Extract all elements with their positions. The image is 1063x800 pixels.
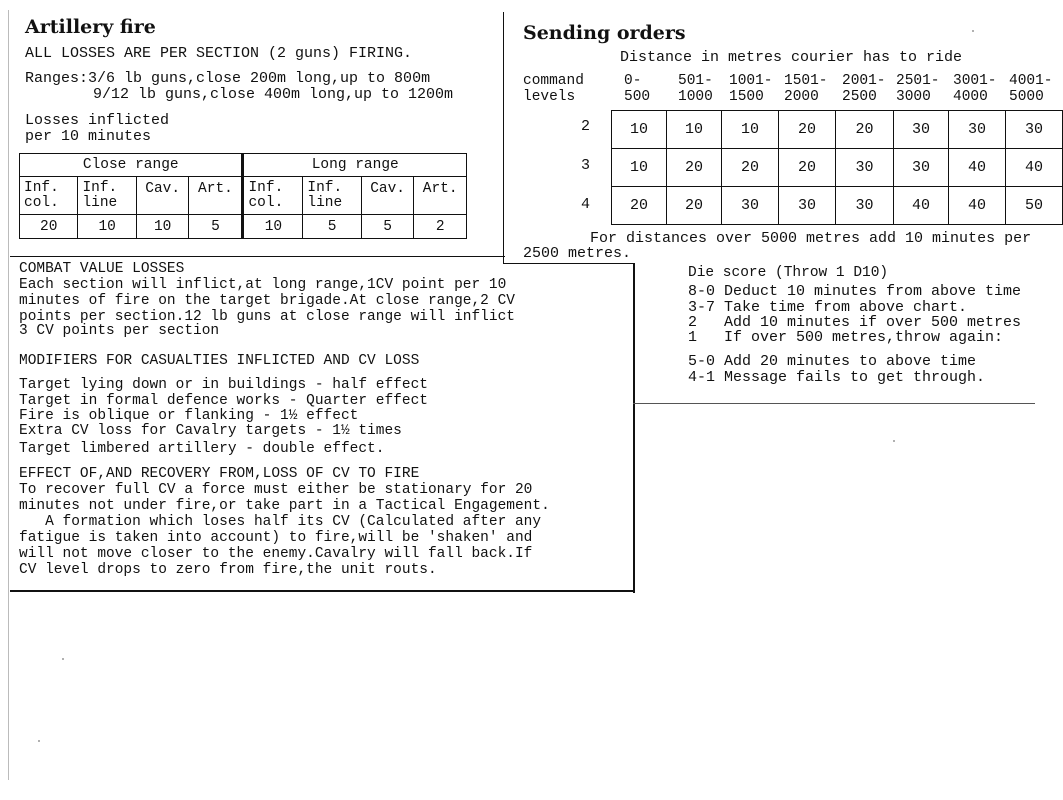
table-row bbox=[612, 111, 1063, 149]
artillery-title: Artillery fire bbox=[25, 16, 156, 38]
cv-line: points per section.12 lb guns at close range will inflict bbox=[19, 309, 515, 325]
distance-header: 2501- bbox=[896, 73, 940, 89]
table-cell: 10 bbox=[243, 215, 303, 239]
table-cell: 30 bbox=[836, 149, 894, 187]
scan-speck bbox=[972, 30, 974, 32]
col-header: Cav. bbox=[361, 177, 414, 215]
artillery-losses-table bbox=[19, 153, 467, 239]
column-header-row bbox=[20, 177, 467, 215]
distance-header: 501- bbox=[678, 73, 713, 89]
command-level: 2 bbox=[581, 118, 591, 135]
long-range-header: Long range bbox=[243, 154, 467, 177]
table-cell: 30 bbox=[779, 187, 836, 225]
table-cell: 10 bbox=[612, 149, 667, 187]
effect-line: minutes not under fire,or take part in a Tactical Engagement. bbox=[19, 498, 550, 514]
col-header: Inf. col. bbox=[20, 177, 78, 215]
page-edge-rule bbox=[8, 10, 9, 780]
table-cell: 2 bbox=[414, 215, 467, 239]
table-cell: 40 bbox=[949, 187, 1006, 225]
modifier-line: Extra CV loss for Cavalry targets - 1½ times bbox=[19, 423, 402, 439]
table-cell: 20 bbox=[722, 149, 779, 187]
orders-subtitle: Distance in metres courier has to ride bbox=[620, 49, 963, 66]
distance-header: 1000 bbox=[678, 89, 713, 105]
distance-header: 1500 bbox=[729, 89, 764, 105]
table-cell: 20 bbox=[779, 149, 836, 187]
command-levels-label-1: command bbox=[523, 73, 584, 89]
divider-rule bbox=[633, 263, 635, 593]
ranges-line1: Ranges:3/6 lb guns,close 200m long,up to 800m bbox=[25, 70, 431, 87]
cv-line: 3 CV points per section bbox=[19, 323, 220, 339]
die-line: 4-1 Message fails to get through. bbox=[688, 369, 986, 386]
modifiers-title: MODIFIERS FOR CASUALTIES INFLICTED AND CV LOSS bbox=[19, 353, 420, 369]
scan-speck bbox=[62, 658, 64, 660]
scan-speck bbox=[893, 440, 895, 442]
table-cell: 20 bbox=[836, 111, 894, 149]
effect-title: EFFECT OF,AND RECOVERY FROM,LOSS OF CV TO FIRE bbox=[19, 466, 420, 482]
cv-losses-title: COMBAT VALUE LOSSES bbox=[19, 261, 185, 277]
table-cell: 20 bbox=[612, 187, 667, 225]
losses-label-1: Losses inflicted bbox=[25, 112, 170, 129]
values-row bbox=[20, 215, 467, 239]
scan-speck bbox=[38, 740, 40, 742]
distance-header: 1001- bbox=[729, 73, 773, 89]
modifier-line: Fire is oblique or flanking - 1½ effect bbox=[19, 408, 359, 424]
table-cell: 5 bbox=[303, 215, 361, 239]
divider-rule bbox=[10, 256, 505, 257]
col-header: Cav. bbox=[136, 177, 189, 215]
table-cell: 20 bbox=[779, 111, 836, 149]
table-cell: 20 bbox=[667, 187, 722, 225]
divider-rule bbox=[503, 263, 635, 264]
cv-line: minutes of fire on the target brigade.At close range,2 CV bbox=[19, 293, 515, 309]
modifier-line: Target limbered artillery - double effect. bbox=[19, 441, 385, 457]
die-score-title: Die score (Throw 1 D10) bbox=[688, 265, 889, 281]
table-cell: 30 bbox=[894, 149, 949, 187]
table-cell: 10 bbox=[612, 111, 667, 149]
losses-label-2: per 10 minutes bbox=[25, 128, 152, 145]
effect-line: CV level drops to zero from fire,the unit routs. bbox=[19, 562, 437, 578]
table-cell: 10 bbox=[136, 215, 189, 239]
artillery-line1: ALL LOSSES ARE PER SECTION (2 guns) FIRING. bbox=[25, 45, 413, 62]
distance-header: 4000 bbox=[953, 89, 988, 105]
distance-header: 2001- bbox=[842, 73, 886, 89]
die-line: 8-0 Deduct 10 minutes from above time bbox=[688, 283, 1022, 300]
distance-header: 2500 bbox=[842, 89, 877, 105]
table-cell: 10 bbox=[78, 215, 136, 239]
col-header: Inf. line bbox=[303, 177, 361, 215]
distance-header: 4001- bbox=[1009, 73, 1053, 89]
die-line: 5-0 Add 20 minutes to above time bbox=[688, 353, 977, 370]
table-cell: 10 bbox=[667, 111, 722, 149]
modifier-line: Target lying down or in buildings - half effect bbox=[19, 377, 428, 393]
table-row bbox=[612, 187, 1063, 225]
effect-line: To recover full CV a force must either be stationary for 20 bbox=[19, 482, 533, 498]
effect-line: fatigue is taken into account) to fire,will be 'shaken' and bbox=[19, 530, 533, 546]
table-cell: 5 bbox=[361, 215, 414, 239]
orders-title: Sending orders bbox=[523, 22, 686, 44]
distance-header: 3000 bbox=[896, 89, 931, 105]
col-header: Inf. col. bbox=[243, 177, 303, 215]
command-level: 3 bbox=[581, 157, 591, 174]
ranges-line2: 9/12 lb guns,close 400m long,up to 1200m bbox=[93, 86, 454, 103]
table-cell: 30 bbox=[894, 111, 949, 149]
table-cell: 30 bbox=[1006, 111, 1063, 149]
cv-line: Each section will inflict,at long range,1CV point per 10 bbox=[19, 277, 507, 293]
divider-rule bbox=[633, 403, 1035, 404]
effect-line: will not move closer to the enemy.Cavalry will fall back.If bbox=[19, 546, 533, 562]
table-cell: 30 bbox=[836, 187, 894, 225]
table-cell: 10 bbox=[722, 111, 779, 149]
divider-rule bbox=[10, 590, 635, 592]
distance-header: 0- bbox=[624, 73, 642, 89]
table-cell: 20 bbox=[20, 215, 78, 239]
orders-note-1: For distances over 5000 metres add 10 minutes per bbox=[590, 230, 1032, 247]
table-cell: 40 bbox=[894, 187, 949, 225]
table-cell: 30 bbox=[949, 111, 1006, 149]
die-line: 1 If over 500 metres,throw again: bbox=[688, 329, 1004, 346]
effect-line: A formation which loses half its CV (Calculated after any bbox=[19, 514, 542, 530]
table-cell: 30 bbox=[722, 187, 779, 225]
col-header: Art. bbox=[414, 177, 467, 215]
table-cell: 20 bbox=[667, 149, 722, 187]
die-line: 2 Add 10 minutes if over 500 metres bbox=[688, 314, 1022, 331]
distance-header: 2000 bbox=[784, 89, 819, 105]
distance-header: 3001- bbox=[953, 73, 997, 89]
modifier-line: Target in formal defence works - Quarter effect bbox=[19, 393, 428, 409]
col-header: Art. bbox=[189, 177, 243, 215]
command-level: 4 bbox=[581, 196, 591, 213]
table-cell: 5 bbox=[189, 215, 243, 239]
command-levels-label-2: levels bbox=[523, 89, 576, 105]
orders-note-2: 2500 metres. bbox=[523, 245, 632, 262]
die-line: 3-7 Take time from above chart. bbox=[688, 299, 968, 316]
distance-header: 500 bbox=[624, 89, 651, 105]
courier-time-table bbox=[611, 110, 1063, 225]
distance-header: 1501- bbox=[784, 73, 828, 89]
distance-header: 5000 bbox=[1009, 89, 1044, 105]
table-cell: 50 bbox=[1006, 187, 1063, 225]
close-range-header: Close range bbox=[20, 154, 243, 177]
table-row bbox=[612, 149, 1063, 187]
col-header: Inf. line bbox=[78, 177, 136, 215]
table-cell: 40 bbox=[1006, 149, 1063, 187]
divider-rule bbox=[503, 12, 504, 264]
table-cell: 40 bbox=[949, 149, 1006, 187]
